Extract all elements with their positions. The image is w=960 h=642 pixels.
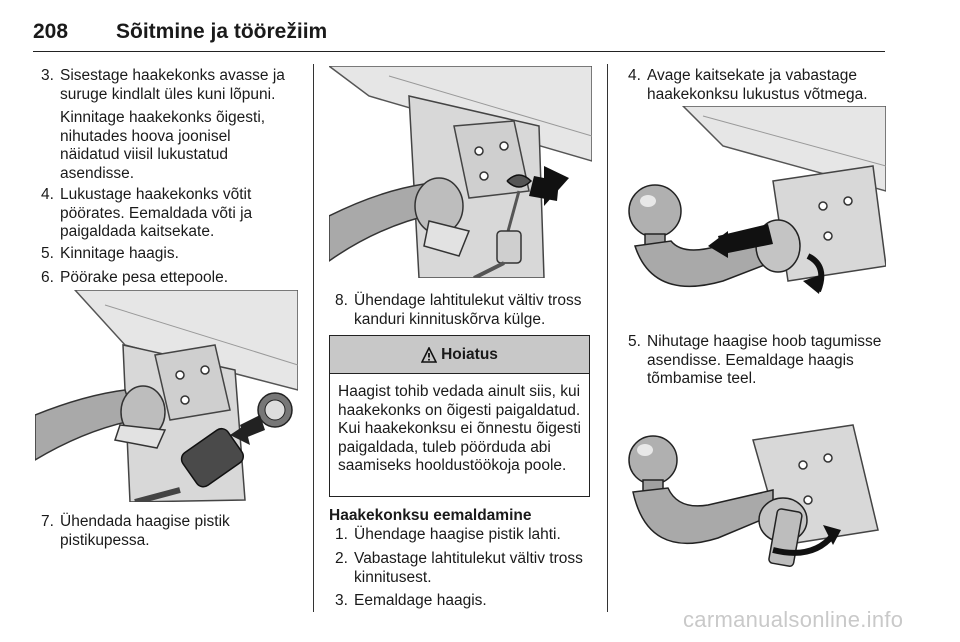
step-4 xyxy=(41,186,303,242)
step-6 xyxy=(41,269,303,288)
breakaway-cable-drawing xyxy=(329,66,592,278)
step-text: Eemaldage haagis. xyxy=(354,592,487,609)
step-number: 2. xyxy=(335,550,348,567)
step-3 xyxy=(41,67,303,104)
illustration-unlock-coupling xyxy=(623,106,886,318)
step-text: Ühendage haagise pistik lahti. xyxy=(354,526,561,543)
step-text: Pöörake pesa ettepoole. xyxy=(60,269,229,286)
illustration-lever-rear xyxy=(623,410,886,590)
column-divider-right xyxy=(607,64,608,612)
illustration-socket-plug xyxy=(35,290,298,502)
column-divider-left xyxy=(313,64,314,612)
warning-header xyxy=(330,336,589,374)
warning-text: Haagist tohib vedada ainult siis, kui haakekonks on õigesti paigaldatud. Kui haakekonksu ei õnnestu õigesti paigaldada, tuleb pöörduda abi saamiseks hooldustöökoja poole. xyxy=(338,383,581,474)
step-text: Nihutage haagise hoob tagumisse asendisse. Eemaldage haagis tõmbamise teel. xyxy=(647,333,882,387)
illustration-breakaway-cable xyxy=(329,66,592,278)
removal-step-1 xyxy=(335,526,597,545)
step-number: 7. xyxy=(41,513,54,530)
step-number: 5. xyxy=(628,333,641,350)
warning-triangle-icon xyxy=(421,347,437,363)
step-number: 4. xyxy=(41,186,54,203)
step-number: 3. xyxy=(335,592,348,609)
step-7 xyxy=(41,513,303,550)
step-4-col3 xyxy=(628,67,890,104)
watermark: carmanualsonline.info xyxy=(683,607,904,632)
removal-step-2 xyxy=(335,550,597,587)
step-number: 6. xyxy=(41,269,54,286)
removal-step-3 xyxy=(335,592,597,611)
page-header xyxy=(33,6,885,52)
step-number: 1. xyxy=(335,526,348,543)
step-3-note: Kinnitage haakekonks õigesti, nihutades hoova joonisel näidatud viisil lukustatud asendisse. xyxy=(60,109,266,182)
lever-rear-drawing xyxy=(623,410,886,590)
page-title: Sõitmine ja töörežiim xyxy=(116,20,328,43)
step-text: Sisestage haakekonks avasse ja suruge kindlalt üles kuni lõpuni. xyxy=(60,67,285,103)
warning-title: Hoiatus xyxy=(441,345,498,363)
step-5-col3 xyxy=(628,333,890,389)
step-number: 8. xyxy=(335,292,348,309)
warning-box xyxy=(329,335,590,497)
step-text: Lukustage haakekonks võtit pöörates. Eemaldada võti ja paigaldada kaitsekate. xyxy=(60,186,253,240)
unlock-coupling-drawing xyxy=(623,106,886,318)
step-number: 5. xyxy=(41,245,54,262)
socket-plug-drawing xyxy=(35,290,298,502)
step-text: Kinnitage haagis. xyxy=(60,245,179,262)
step-5 xyxy=(41,245,303,264)
removal-heading: Haakekonksu eemaldamine xyxy=(329,507,532,524)
step-number: 3. xyxy=(41,67,54,84)
page-number: 208 xyxy=(33,20,69,43)
step-text: Ühendage lahtitulekut vältiv tross kanduri kinnituskõrva külge. xyxy=(354,292,582,328)
step-8 xyxy=(335,292,597,329)
step-text: Vabastage lahtitulekut vältiv tross kinnitusest. xyxy=(354,550,583,586)
step-text: Avage kaitsekate ja vabastage haakekonksu lukustus võtmega. xyxy=(647,67,868,103)
step-number: 4. xyxy=(628,67,641,84)
step-text: Ühendada haagise pistik pistikupessa. xyxy=(60,513,230,549)
